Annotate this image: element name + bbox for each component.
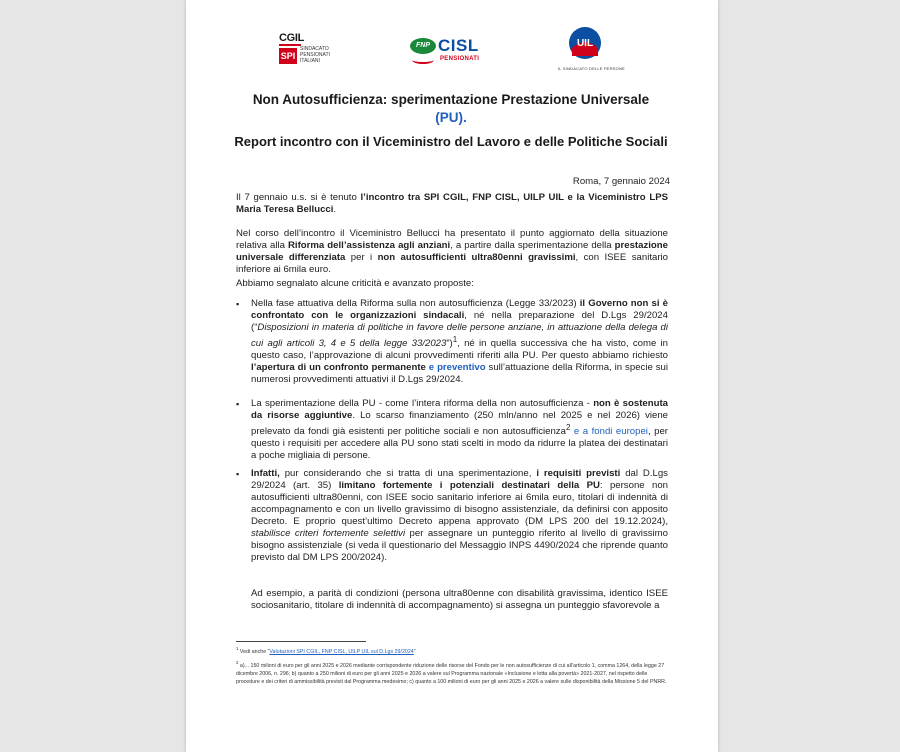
- uil-caption: IL SINDACATO DELLE PERSONE: [558, 66, 625, 71]
- page-title: [226, 91, 676, 127]
- footnote-2: $^2$ a)... 150 milioni di euro per gli anni 2025 e 2026 mediante corrispondente riduzione delle risorse del Fondo per le non autosufficienze di cui all’articolo 1, comma 1264, della legge 27 dicembre 2006, n. 296; b) quanto a 250 milioni di euro per gli anni 2025 e 2026 a valere sul Programma nazionale «Inclusione e lotta alla povertà» 2021-2027, nel rispetto delle procedure e dei criteri di ammissibilità previsti dal Programma medesimo; c) quanto a 100 milioni di euro per gli anni 2025 e 2026 a valere sulle disponibilità della Missione 5 del PNRR.: [236, 660, 667, 685]
- spi-badge: SPI: [279, 48, 297, 64]
- paragraph-intro: Il 7 gennaio u.s. si è tenuto l’incontro tra SPI CGIL, FNP CISL, UILP UIL e la Viceministro LPS Maria Teresa Bellucci.: [236, 192, 668, 215]
- bullet-item-governance: ▪ Nella fase attuativa della Riforma sulla non autosufficienza (Legge 33/2023) il Governo non si è confrontato con le organizzazioni sindacali, né nella preparazione del D.Lgs 29/2024 (“Disposizioni in materia di politiche in favore delle persone anziane, in attuazione della delega di cui agli articoli 3, 4 e 5 della legge 33/2023”)$^1$, né in quella successiva che ha visto, come in questo caso, l’approvazione di alcuni provvedimenti riferiti alla PU. Per questo abbiamo richiesto l’apertura di un confronto permanente e preventivo sull’attuazione della Riforma, in specie sui numerosi provvedimenti attuativi il D.Lgs 29/2024.: [236, 298, 668, 386]
- footnote-link[interactable]: Valutazioni SPI CGIL, FNP CISL, UILP UIL sul D.Lgs 29/2024: [269, 648, 414, 655]
- uil-emblem-icon: [568, 26, 602, 60]
- footnote-divider: [236, 641, 366, 642]
- cgil-wordmark: CGIL: [279, 32, 305, 44]
- fnp-cisl-logo: [410, 36, 500, 72]
- fnp-badge: FNP: [410, 38, 436, 54]
- page-subtitle: Report incontro con il Viceministro del Lavoro e delle Politiche Sociali: [234, 134, 668, 149]
- paragraph-proposals: Abbiamo segnalato alcune criticità e avanzato proposte:: [236, 278, 474, 289]
- bullet-list: [236, 468, 668, 564]
- paragraph-example: Ad esempio, a parità di condizioni (persona ultra80enne con disabilità gravissima, identico ISEE sociosanitario, titolare di indennità di accompagnamento) si assegna un punteggio sfavorevole a: [251, 587, 668, 611]
- paragraph-meeting: Nel corso dell’incontro il Viceministro Bellucci ha presentato il punto aggiornato della situazione relativa alla Riforma dell’assistenza agli anziani, a partire dalla sperimentazione della prestazione universale differenziata per i non autosufficienti ultra80enni gravissimi, con ISEE sanitario inferiore ai 6mila euro.: [236, 228, 668, 275]
- title-line-1: Non Autosufficienza: sperimentazione Prestazione Universale: [252, 92, 650, 107]
- bullet-list: [236, 298, 668, 386]
- logo-header: [186, 26, 718, 76]
- footnote-1: $^1$ Vedi anche “Valutazioni SPI CGIL, FNP CISL, UILP UIL sul D.Lgs 29/2024”: [236, 646, 416, 655]
- cgil-underline: [279, 44, 301, 46]
- bullet-item-requirements: ▪ Infatti, pur considerando che si tratta di una sperimentazione, i requisiti previsti dal D.Lgs 29/2024 (art. 35) limitano fortemente i potenziali destinatari della PU: persone non autosufficienti ultra80enni, con ISEE socio sanitario inferiore ai 6mila euro, titolari di indennità di accompagnamento e con un livello gravissimo di bisogno assistenziale, da definirsi con apposito Decreto. E proprio quest’ultimo Decreto appena approvato (DM LPS 200 del 19.12.2024), stabilisce criteri fortemente selettivi per assegnare un punteggio riferito al livello di gravissimo bisogno assistenziale (si veda il questionario del Messaggio INPS 4490/2024 che riprende quanto previsto dal DM LPS 200/2024).: [236, 468, 668, 564]
- cisl-wordmark: CISL: [438, 36, 479, 55]
- cgil-spi-logo: [279, 32, 349, 72]
- spi-caption: SINDACATO PENSIONATI ITALIANI: [300, 46, 330, 64]
- uilp-uil-logo: [558, 26, 658, 74]
- cisl-caption: PENSIONATI: [440, 56, 480, 62]
- footnote-ref-1[interactable]: 1: [452, 335, 458, 344]
- bullet-list: [236, 398, 668, 462]
- document-page: [186, 0, 718, 752]
- footnote-ref-2[interactable]: 2: [565, 423, 571, 432]
- title-line-2: (PU).: [435, 110, 467, 125]
- bullet-item-funding: ▪ La sperimentazione della PU - come l’intera riforma della non autosufficienza - non è sostenuta da risorse aggiuntive. Lo scarso finanziamento (250 mln/anno nel 2025 e nel 2026) viene prelevato da fondi già esistenti per politiche sociali e non autosufficienza$^2$ e a fondi europei, per questo i requisiti per accedere alla PU sono stati scelti in modo da ridurre la platea dei destinatari a poche migliaia di persone.: [236, 398, 668, 462]
- cisl-swoosh-icon: [412, 56, 434, 64]
- document-date: Roma, 7 gennaio 2024: [572, 176, 670, 187]
- uil-wordmark: UIL: [576, 38, 594, 49]
